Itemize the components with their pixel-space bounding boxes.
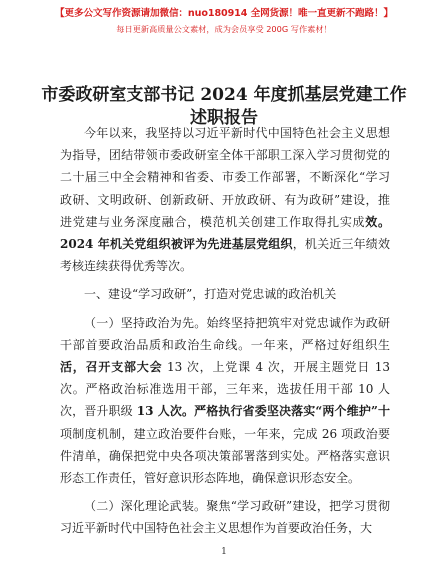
paragraph-theory: （二）深化理论武装。聚焦“学习政研”建设，把学习贯彻习近平新时代中国特色社会主义思想作为首要政治任务，大: [60, 499, 390, 536]
bold-segment: 13 人次。: [136, 404, 195, 419]
document-body: [60, 122, 390, 540]
text-segment: 项制度机制，建立政治要件台账，一年来，完成 26 项政治要件清单，确保把党中央各项决策部署落到实处。严格落实意识形态工作责任，管好意识形态阵地，确保意识形态安全。: [60, 426, 390, 486]
intro-text: 今年以来，我坚持以习近平新时代中国特色社会主义思想为指导，团结带领市委政研室全体干部职工深入学习贯彻党的二十届三中全会精神和省委、市委工作部署，不断深化“学习政研、文明政研、创新政研、开放政研、有为政研”建设，推进党建与业务深度融合，模范机关创建工作取得扎实成: [60, 126, 390, 229]
document-title-line-2: 述职报告: [190, 108, 258, 128]
paragraph-political-first: [60, 312, 390, 490]
intro-bold-text: 效。2024 年机关党组织被评为先进基层党组织: [60, 214, 390, 252]
section-heading-1: 一、建设“学习政研”，打造对党忠诚的政治机关: [84, 287, 337, 302]
promo-banner: [0, 7, 448, 36]
text-segment: （一）坚持政治为先。始终坚持把筑牢对党忠诚作为政研干部首要政治品质和政治生命线。一年来，严格过好组织生: [60, 315, 390, 352]
promo-banner-line-2: 每日更新高质量公文素材，成为会员享受 200G 写作素材！: [116, 24, 332, 34]
intro-tail-text: ，机关近三年绩效考核连续获得优秀等次。: [60, 237, 390, 274]
bold-segment: 严格执行省委: [194, 404, 267, 419]
intro-paragraph: [60, 122, 390, 277]
text-segment: 13 次，上党课 4 次，开展主题党日 13 次。严格政治标准选用干部，三年来，选拔任用干部 10 人次，晋升职级: [60, 360, 390, 419]
promo-banner-line-1: 【更多公文写作资源请加微信：nuo180914 全网货源！唯一直更新不跑路！】: [55, 8, 393, 19]
bold-segment: 活，召开支部大会: [60, 360, 163, 375]
bold-segment: 坚决落实“两个维护”十: [266, 404, 390, 419]
page-number: 1: [221, 547, 227, 557]
document-title-line-1: 市委政研室支部书记 2024 年度抓基层党建工作: [41, 85, 407, 105]
